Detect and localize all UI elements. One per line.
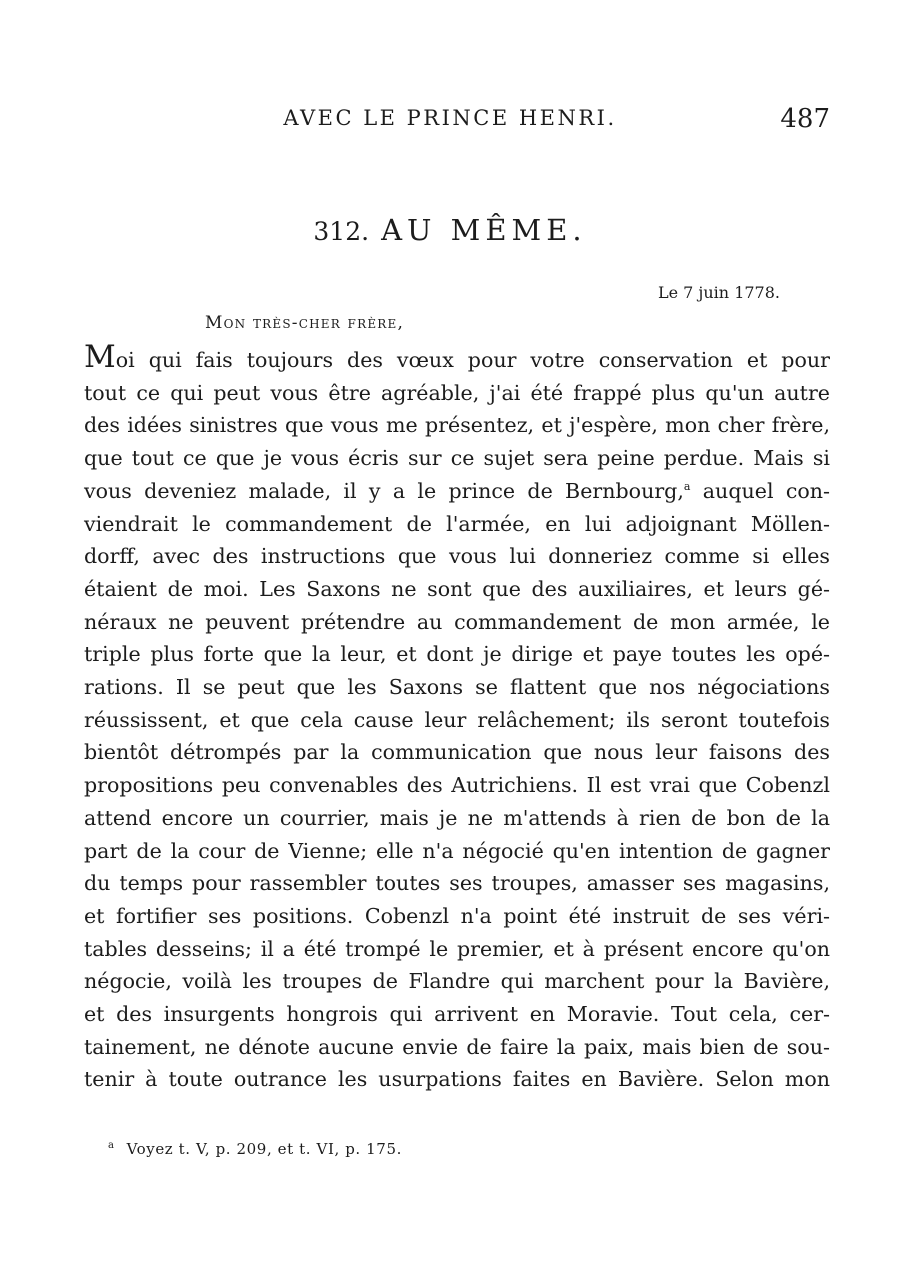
body-line: attend encore un courrier, mais je ne m'attends à rien de bon de la [84, 805, 830, 830]
footnote-reference[interactable]: a [683, 479, 691, 493]
running-title: AVEC LE PRINCE HENRI. [283, 106, 617, 130]
footnote-mark: a [108, 1140, 115, 1151]
body-line: triple plus forte que la leur, et dont je dirige et paye toutes les opé- [84, 642, 830, 667]
body-line: tainement, ne dénote aucune envie de faire la paix, mais bien de sou- [84, 1034, 830, 1059]
body-line: et des insurgents hongrois qui arrivent en Moravie. Tout cela, cer- [84, 1002, 830, 1027]
body-line: tout ce qui peut vous être agréable, j'ai été frappé plus qu'un autre [84, 380, 830, 405]
body-line: réussissent, et que cela cause leur relâchement; ils seront toutefois [84, 707, 830, 732]
body-line: négocie, voilà les troupes de Flandre qui marchent pour la Bavière, [84, 969, 830, 994]
body-line: dorff, avec des instructions que vous lui donneriez comme si elles [84, 544, 830, 569]
body-line: des idées sinistres que vous me présentez, et j'espère, mon cher frère, [84, 413, 830, 438]
body-line: que tout ce que je vous écris sur ce sujet sera peine perdue. Mais si [84, 446, 830, 471]
letter-title: AU MÊME. [381, 213, 587, 247]
body-line [84, 339, 830, 377]
footnote [108, 1140, 402, 1158]
letter-heading [0, 213, 900, 247]
body-line: tenir à toute outrance les usurpations faites en Bavière. Selon mon [84, 1067, 830, 1092]
body-line [84, 475, 830, 508]
body-line: propositions peu convenables des Autrichiens. Il est vrai que Cobenzl [84, 773, 830, 798]
line-text-after-ref: auquel con- [702, 478, 830, 503]
page-number: 487 [780, 104, 830, 134]
body-line: étaient de moi. Les Saxons ne sont que des auxiliaires, et leurs gé- [84, 576, 830, 601]
body-line: néraux ne peuvent prétendre au commandement de mon armée, le [84, 609, 830, 634]
letter-date: Le 7 juin 1778. [657, 283, 780, 302]
first-line-text: oi qui fais toujours des vœux pour votre conservation et pour [115, 348, 830, 372]
running-header [0, 98, 900, 138]
body-line: du temps pour rassembler toutes ses troupes, amasser ses magasins, [84, 871, 830, 896]
line-text-before-ref: vous deveniez malade, il y a le prince de Bernbourg, [84, 478, 684, 503]
body-line: et fortifier ses positions. Cobenzl n'a point été instruit de ses véri- [84, 903, 830, 928]
drop-cap: M [84, 339, 116, 375]
body-line: rations. Il se peut que les Saxons se flattent que nos négociations [84, 675, 830, 700]
body-line: part de la cour de Vienne; elle n'a négocié qu'en intention de gagner [84, 838, 830, 863]
salutation: Mon très-cher frère, [205, 313, 405, 333]
letter-number: 312. [313, 217, 370, 246]
body-line: bientôt détrompés par la communication que nous leur faisons des [84, 740, 830, 765]
body-line: viendrait le commandement de l'armée, en lui adjoignant Möllen- [84, 511, 830, 536]
letter-body [84, 339, 830, 1096]
footnote-text: Voyez t. V, p. 209, et t. VI, p. 175. [126, 1140, 402, 1158]
body-line: tables desseins; il a été trompé le premier, et à présent encore qu'on [84, 936, 830, 961]
